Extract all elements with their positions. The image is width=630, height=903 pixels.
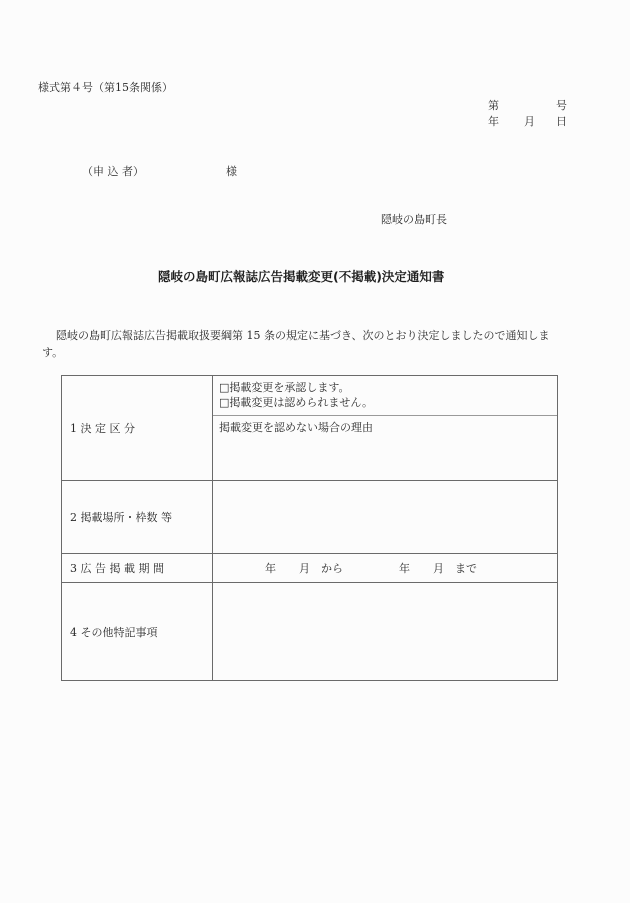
date-day: 日 xyxy=(556,115,567,128)
row-label: 1 決 定 区 分 xyxy=(62,376,213,480)
table-row-period xyxy=(62,554,557,583)
decision-cell xyxy=(213,376,557,480)
body-paragraph: 隠岐の島町広報誌広告掲載取扱要綱第 15 条の規定に基づき、次のとおり決定しましたので通知します。 xyxy=(42,329,550,359)
decision-table xyxy=(61,375,558,681)
recipient-honorific: 様 xyxy=(226,165,237,178)
to-year: 年 xyxy=(399,562,410,575)
table-row-placement xyxy=(62,481,557,554)
period-line xyxy=(213,554,557,582)
form-number: 様式第４号（第15条関係） xyxy=(38,81,173,94)
row-label: 4 その他特記事項 xyxy=(62,583,213,680)
rejection-reason-field[interactable] xyxy=(213,416,557,480)
period-field[interactable] xyxy=(213,554,557,582)
number-prefix: 第 xyxy=(488,99,499,112)
document-title: 隠岐の島町広報誌広告掲載変更(不掲載)決定通知書 xyxy=(158,269,445,284)
recipient-label: （申 込 者） xyxy=(82,165,144,178)
remarks-field[interactable] xyxy=(213,583,557,680)
from-month: 月 xyxy=(299,562,310,575)
placement-field[interactable] xyxy=(213,481,557,553)
table-row-decision xyxy=(62,376,557,481)
date-month: 月 xyxy=(524,115,535,128)
row-label: 2 掲載場所・枠数 等 xyxy=(62,481,213,553)
from-year: 年 xyxy=(265,562,276,575)
option-approve-checkbox[interactable]: □掲載変更を承認します。 xyxy=(219,381,350,394)
to-suffix: まで xyxy=(455,562,477,575)
to-month: 月 xyxy=(433,562,444,575)
row-label: 3 広 告 掲 載 期 間 xyxy=(62,554,213,582)
number-suffix: 号 xyxy=(556,99,567,112)
date-year: 年 xyxy=(488,115,499,128)
issuer-name: 隠岐の島町長 xyxy=(381,213,447,226)
decision-options xyxy=(213,376,557,416)
option-reject-checkbox[interactable]: □掲載変更は認められません。 xyxy=(219,396,374,409)
rejection-reason-label: 掲載変更を認めない場合の理由 xyxy=(219,421,373,434)
from-suffix: から xyxy=(321,562,343,575)
table-row-remarks xyxy=(62,583,557,680)
